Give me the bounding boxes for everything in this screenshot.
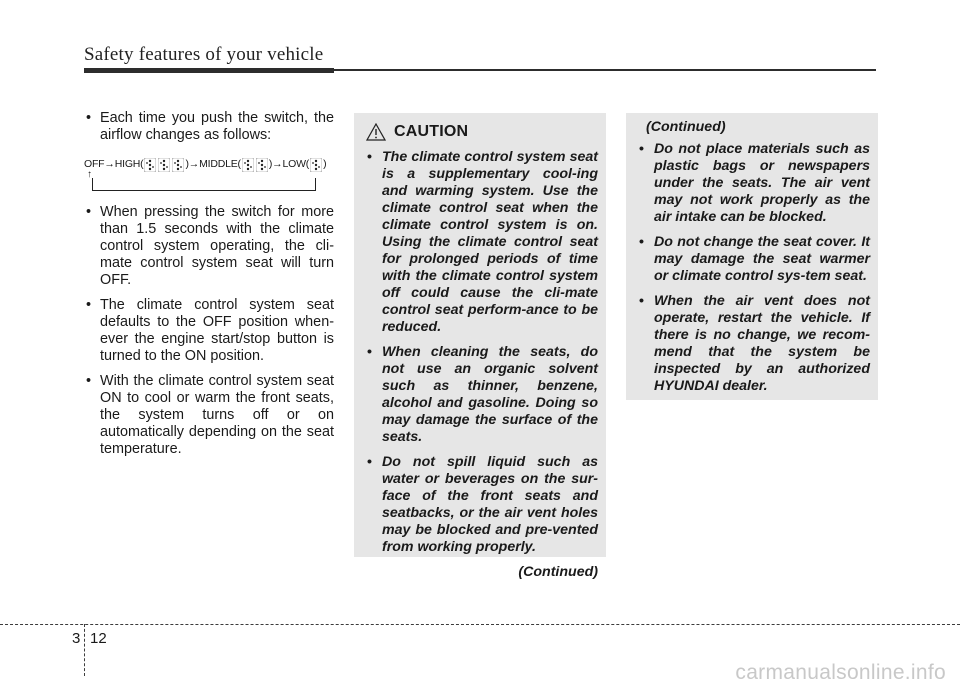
caution-body [366,149,598,581]
seq-middle: MIDDLE( [199,158,241,170]
seq-arrow: → [272,158,283,170]
airflow-sequence-line [84,156,326,173]
continued-bullet-air-vent: • When the air vent does not operate, restart the vehicle. If there is no change, we recom-mend that the system be inspected by an authorized HYUNDAI dealer. [638,293,870,395]
caution-bullet-cleaning: • When cleaning the seats, do not use an organic solvent such as thinner, benzene, alcohol and gasoline. Doing so may damage the surface of the seats. [366,344,598,446]
bullet-airflow-intro: • Each time you push the switch, the airflow changes as follows: [84,110,334,144]
chapter-number: 3 [72,630,81,647]
seq-arrow: → [104,158,115,170]
seq-high: HIGH( [114,158,144,170]
airflow-sequence-diagram [84,144,334,204]
footer-rule [0,624,960,625]
page-number: 12 [90,630,107,647]
footer-divider [84,624,85,676]
caution-heading [366,123,468,141]
fan-level-icon [172,158,184,172]
continued-bullet-materials: • Do not place materials such as plastic bags or newspapers under the seats. The air vent may not work properly as the air intake can be blocked. [638,141,870,226]
fan-level-icon [310,158,322,172]
bullet-long-press: • When pressing the switch for more than 1.5 seconds with the climate control system operating, the cli-mate control system seat will turn OFF. [84,204,334,289]
continued-bullet-seat-cover: • Do not change the seat cover. It may damage the seat warmer or climate control sys-tem seat. [638,234,870,285]
fan-level-icon [242,158,254,172]
fan-level-icon [144,158,156,172]
caution-continued: (Continued) [518,564,598,580]
left-column [84,110,334,458]
seq-low: LOW( [282,158,310,170]
header-rule-thick [84,68,334,73]
bullet-auto-off: • With the climate control system seat ON to cool or warm the front seats, the system turns off or on automatically depending on the seat temperature. [84,373,334,458]
sequence-return-line [92,178,316,191]
page-header-title: Safety features of your vehicle [84,44,324,65]
seq-close: ) [323,158,327,170]
seq-close: ) [268,158,273,170]
seq-arrow: → [188,158,200,170]
header-rule-thin [334,69,876,71]
sequence-return-arrow: ↑ [87,169,92,180]
continued-panel [626,113,878,400]
fan-level-icon [158,158,170,172]
continued-body [638,119,870,403]
header-rule [84,68,876,73]
watermark: carmanualsonline.info [735,661,946,684]
fan-level-icon [256,158,268,172]
seq-off: OFF [84,158,105,170]
caution-bullet-supplementary: • The climate control system seat is a supplementary cool-ing and warming system. Use the climate control seat when the climate control system is on. Using the climate control seat for prolonged periods of time with the climate control system off could cause the cli-mate control seat perform-ance to be reduced. [366,149,598,336]
warning-triangle-icon [366,123,386,141]
bullet-default-off: • The climate control system seat defaults to the OFF position when-ever the engine start/stop button is turned to the ON position. [84,297,334,365]
continued-heading: (Continued) [646,119,726,135]
seq-close: ) [185,158,189,170]
caution-title: CAUTION [394,123,469,140]
caution-panel [354,113,606,580]
caution-bullet-liquid: • Do not spill liquid such as water or beverages on the sur-face of the front seats and seatbacks, or the air vent holes may be blocked and pre-vented from working properly. [366,454,598,556]
